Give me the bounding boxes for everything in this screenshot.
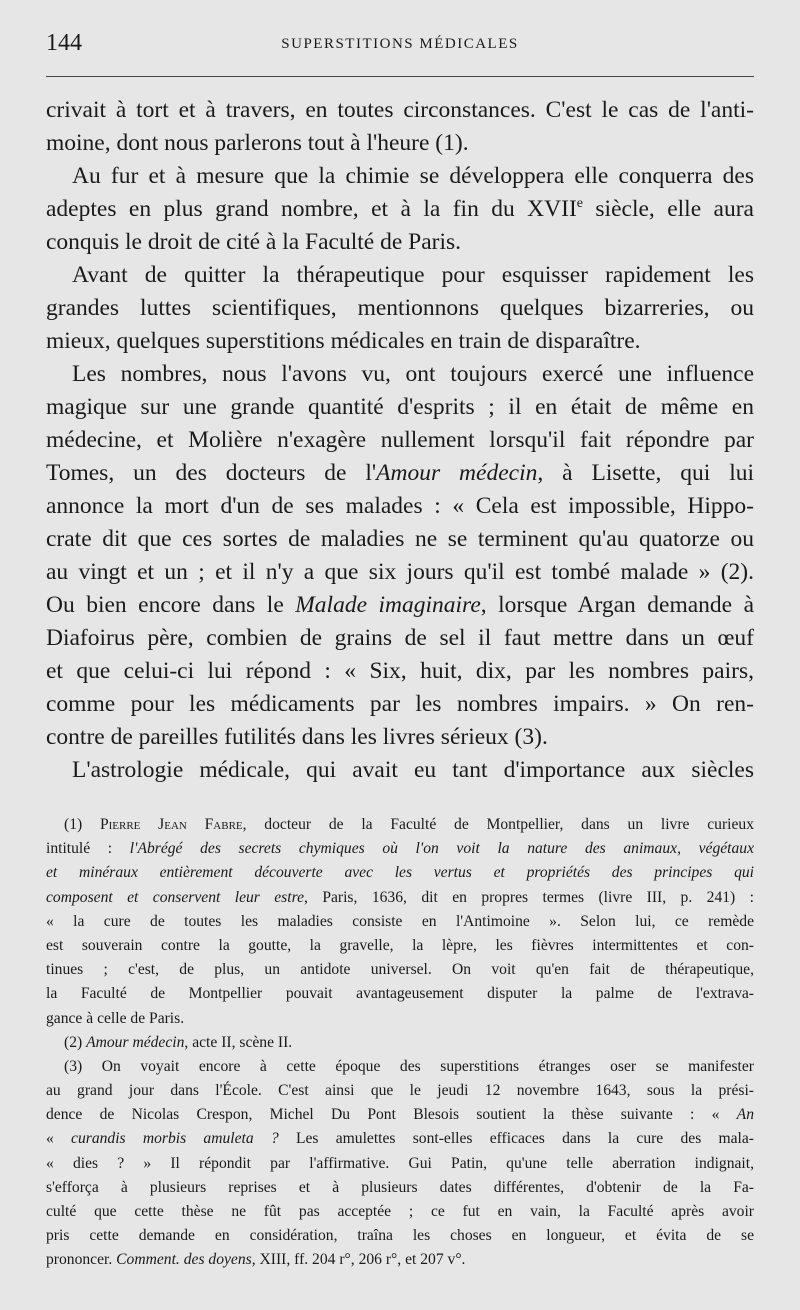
- text-line: contre de pareilles futilités dans les livres sérieux (3).: [46, 724, 548, 750]
- italic-title: Amour médecin: [376, 460, 538, 486]
- text-line: Diafoirus père, combien de grains de sel il faut mettre dans un œuf: [46, 625, 754, 651]
- footnote-line: (1) Pierre Jean Fabre, docteur de la Faculté de Montpellier, dans un livre curieux: [64, 816, 754, 833]
- footnote-line: pris cette demande en considération, traîna les choses en longueur, et évita de se: [46, 1227, 754, 1245]
- text-line: L'astrologie médicale, qui avait eu tant d'importance aux siècles: [72, 757, 754, 783]
- text-line: crate dit que ces sortes de maladies ne se terminent qu'au quatorze ou: [46, 526, 754, 552]
- text-line: Avant de quitter la thérapeutique pour esquisser rapidement les: [72, 262, 754, 288]
- footnote-line: la Faculté de Montpellier pouvait avantageusement disputer la palme de l'extrava-: [46, 985, 754, 1003]
- footnote-line: (3) On voyait encore à cette époque des superstitions étranges oser se manifester: [64, 1057, 754, 1075]
- footnote-line: dence de Nicolas Crespon, Michel Du Pont Blesois soutient la thèse suivante : « An: [46, 1106, 754, 1124]
- footnote-line: « dies ? » Il répondit par l'affirmative. Gui Patin, qu'une telle aberration indignait,: [46, 1154, 754, 1172]
- footnote-line: (2) Amour médecin, acte II, scène II.: [64, 1033, 293, 1051]
- text-line: conquis le droit de cité à la Faculté de Paris.: [46, 229, 462, 255]
- footnote-line: s'efforça à plusieurs reprises et à plusieurs dates différentes, d'obtenir de la Fa-: [46, 1178, 754, 1196]
- author-name: Pierre Jean Fabre: [99, 816, 243, 833]
- footnote-line: tinues ; c'est, de plus, un antidote universel. On voit qu'en fait de thérapeutique,: [46, 961, 754, 979]
- text-line: adeptes en plus grand nombre, et à la fin du XVIIe siècle, elle aura: [46, 196, 754, 222]
- text-line: Ou bien encore dans le Malade imaginaire, lorsque Argan demande à: [46, 592, 754, 618]
- text-line: magique sur une grande quantité d'esprits ; il en était de même en: [46, 394, 754, 420]
- footnote-line: gance à celle de Paris.: [46, 1009, 185, 1027]
- footnote-line: composent et conservent leur estre, Paris, 1636, dit en propres termes (livre III, p. 241) :: [46, 888, 754, 906]
- header-rule: [46, 76, 754, 77]
- text-line: Tomes, un des docteurs de l'Amour médecin, à Lisette, qui lui: [46, 460, 754, 486]
- text-line: moine, dont nous parlerons tout à l'heure (1).: [46, 130, 469, 156]
- page-header: [46, 30, 754, 60]
- italic-title: Malade imaginaire: [295, 592, 481, 618]
- footnote-line: intitulé : l'Abrégé des secrets chymiques où l'on voit la nature des animaux, végétaux: [46, 840, 755, 858]
- text-line: Les nombres, nous l'avons vu, ont toujours exercé une influence: [72, 361, 754, 387]
- footnote-line: au grand jour dans l'École. C'est ainsi que le jeudi 12 novembre 1643, sous la prési-: [46, 1082, 754, 1100]
- text-line: annonce la mort d'un de ses malades : « Cela est impossible, Hippo-: [46, 493, 754, 519]
- text-line: comme pour les médicaments par les nombres impairs. » On ren-: [46, 691, 754, 717]
- text-line: médecine, et Molière n'exagère nullement lorsqu'il fait répondre par: [46, 427, 754, 453]
- footnote-line: et minéraux entièrement découverte avec les vertus et propriétés des principes qui: [46, 864, 754, 882]
- text-line: Au fur et à mesure que la chimie se développera elle conquerra des: [72, 163, 754, 189]
- footnote-line: « la cure de toutes les maladies consiste en l'Antimoine ». Selon lui, ce remède: [46, 912, 754, 930]
- page-number: 144: [46, 30, 82, 56]
- text-line: crivait à tort et à travers, en toutes circonstances. C'est le cas de l'anti-: [46, 97, 754, 123]
- text-line: grandes luttes scientifiques, mentionnons quelques bizarreries, ou: [46, 295, 754, 321]
- footnote-line: prononcer. Comment. des doyens, XIII, ff. 204 r°, 206 r°, et 207 v°.: [46, 1251, 466, 1269]
- text-line: mieux, quelques superstitions médicales en train de disparaître.: [46, 328, 641, 354]
- footnote-line: « curandis morbis amuleta ? Les amulettes sont-elles efficaces dans la cure des mala-: [46, 1130, 754, 1148]
- superscript: e: [576, 196, 583, 212]
- footnotes: [46, 813, 754, 1273]
- main-text: [46, 94, 754, 787]
- text-line: au vingt et un ; et il n'y a que six jours qu'il est tombé malade » (2).: [46, 559, 754, 585]
- running-title: SUPERSTITIONS MÉDICALES: [281, 36, 519, 52]
- footnote-line: est souverain contre la goutte, la gravelle, la lèpre, les fièvres intermittentes et con-: [46, 936, 754, 954]
- footnote-line: culté que cette thèse ne fût pas acceptée ; ce fut en vain, la Faculté après avoir: [46, 1203, 754, 1220]
- text-line: et que celui-ci lui répond : « Six, huit, dix, par les nombres pairs,: [46, 658, 754, 684]
